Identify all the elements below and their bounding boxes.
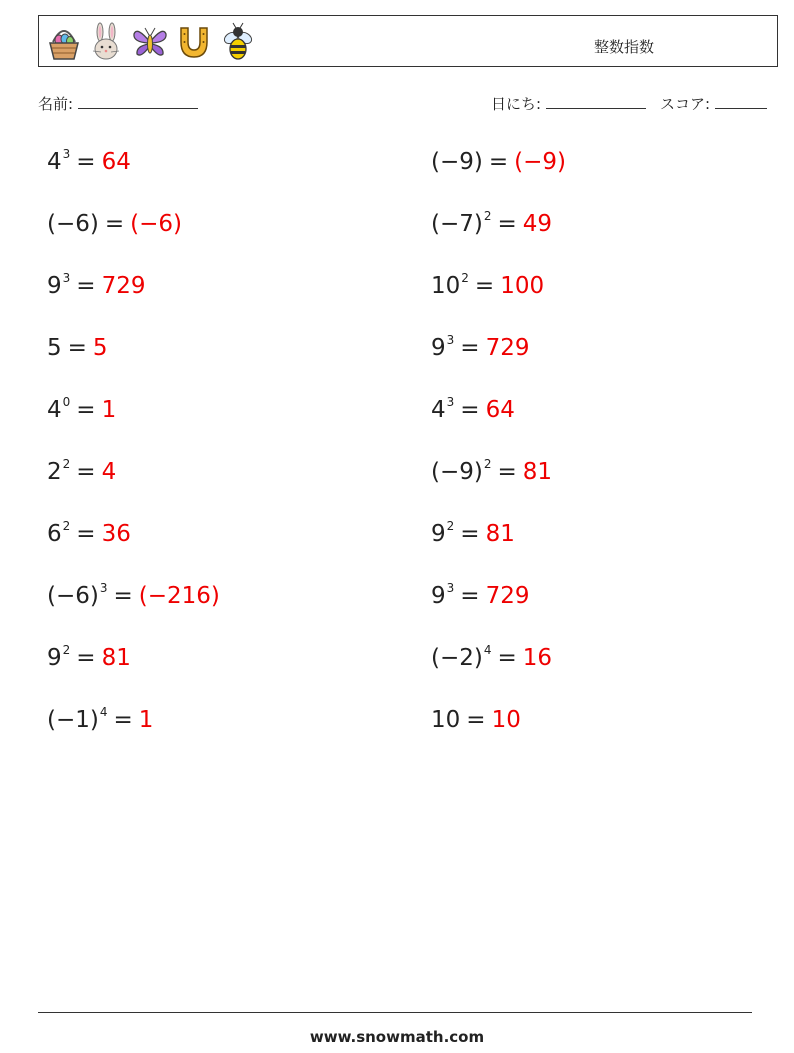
equals-sign: =	[76, 273, 96, 299]
problem-base: 2	[47, 459, 62, 485]
problem-row	[431, 458, 552, 489]
problem-exponent: 2	[461, 271, 469, 285]
problem-row	[47, 458, 116, 489]
easter-basket-icon	[45, 22, 83, 62]
equals-sign: =	[104, 211, 125, 237]
problem-row	[47, 334, 108, 362]
problem-base: 9	[47, 273, 62, 299]
problem-exponent: 2	[483, 209, 492, 223]
problem-row	[431, 334, 529, 365]
equals-sign: =	[497, 459, 517, 485]
problem-row	[47, 582, 220, 613]
problem-exponent: 2	[483, 457, 492, 471]
problem-answer: 1	[138, 707, 154, 733]
problem-base: (−6)	[47, 583, 99, 609]
problem-row	[431, 520, 515, 551]
problem-exponent: 2	[446, 519, 455, 533]
problem-base: 6	[47, 521, 62, 547]
problem-base: (−9)	[431, 149, 483, 175]
problem-exponent: 4	[99, 705, 108, 719]
equals-sign: =	[460, 521, 480, 547]
problem-answer: 10	[491, 707, 521, 733]
problem-row	[431, 148, 566, 176]
problem-base: (−6)	[47, 211, 99, 237]
problem-answer: 81	[522, 459, 553, 485]
problem-answer: (−6)	[130, 211, 182, 237]
problem-row	[47, 520, 131, 551]
equals-sign: =	[113, 583, 133, 609]
bunny-icon	[87, 22, 125, 62]
worksheet-header	[38, 15, 778, 67]
problem-exponent: 3	[446, 395, 455, 409]
date-blank[interactable]	[546, 94, 646, 109]
name-field	[38, 93, 198, 114]
equals-sign: =	[488, 149, 509, 175]
problem-row	[431, 210, 552, 241]
problem-answer: 1	[101, 397, 117, 423]
bee-icon	[219, 22, 257, 62]
problem-base: (−9)	[431, 459, 483, 485]
equals-sign: =	[67, 335, 87, 361]
problem-base: 9	[431, 521, 446, 547]
equals-sign: =	[76, 149, 96, 175]
equals-sign: =	[76, 459, 96, 485]
problem-answer: 729	[101, 273, 146, 299]
problem-base: (−1)	[47, 707, 99, 733]
problem-row	[431, 396, 515, 427]
problem-base: (−2)	[431, 645, 483, 671]
equals-sign: =	[113, 707, 133, 733]
name-label: 名前:	[38, 95, 74, 113]
problem-base: 4	[47, 397, 62, 423]
equals-sign: =	[497, 645, 517, 671]
equals-sign: =	[76, 397, 96, 423]
problem-row	[431, 272, 544, 303]
problem-base: 4	[47, 149, 62, 175]
problem-answer: 64	[485, 397, 515, 423]
problem-base: 5	[47, 335, 62, 361]
equals-sign: =	[460, 583, 480, 609]
problem-exponent: 0	[62, 395, 71, 409]
problem-exponent: 2	[62, 643, 71, 657]
problem-base: 9	[431, 335, 446, 361]
score-blank[interactable]	[715, 94, 767, 109]
problem-exponent: 3	[446, 581, 455, 595]
problem-row	[431, 644, 552, 675]
problem-answer: 81	[485, 521, 515, 547]
problem-exponent: 4	[483, 643, 492, 657]
footer-divider	[38, 1012, 752, 1013]
problem-exponent: 2	[62, 457, 71, 471]
problem-row	[47, 148, 131, 179]
problem-exponent: 3	[62, 147, 71, 161]
equals-sign: =	[460, 335, 480, 361]
score-label: スコア:	[660, 95, 711, 113]
footer-website: www.snowmath.com	[309, 1028, 485, 1046]
problem-row	[47, 396, 116, 427]
problem-answer: (−9)	[514, 149, 566, 175]
problem-exponent: 3	[99, 581, 108, 595]
problem-exponent: 3	[62, 271, 71, 285]
problem-base: (−7)	[431, 211, 483, 237]
problem-base: 10	[431, 273, 461, 299]
problem-exponent: 2	[62, 519, 71, 533]
equals-sign: =	[460, 397, 480, 423]
problem-answer: 4	[101, 459, 117, 485]
problem-base: 9	[47, 645, 62, 671]
equals-sign: =	[76, 645, 96, 671]
problem-exponent: 3	[446, 333, 455, 347]
equals-sign: =	[474, 273, 495, 299]
problem-row	[431, 582, 529, 613]
problem-answer: 729	[485, 335, 530, 361]
equals-sign: =	[76, 521, 96, 547]
butterfly-icon	[131, 22, 169, 62]
problem-answer: 64	[101, 149, 131, 175]
problem-answer: 100	[500, 273, 545, 299]
name-blank[interactable]	[78, 94, 198, 109]
problem-row	[47, 706, 153, 737]
problem-base: 10	[431, 707, 461, 733]
problem-answer: 729	[485, 583, 530, 609]
date-label: 日にち:	[491, 95, 542, 113]
worksheet-title: 整数指数	[594, 38, 655, 56]
problem-answer: (−216)	[138, 583, 220, 609]
date-field	[491, 93, 646, 114]
problem-base: 4	[431, 397, 446, 423]
problem-row	[431, 706, 521, 734]
problem-answer: 49	[522, 211, 553, 237]
problem-row	[47, 210, 182, 238]
problem-answer: 5	[92, 335, 108, 361]
problem-base: 9	[431, 583, 446, 609]
problem-answer: 81	[101, 645, 131, 671]
equals-sign: =	[466, 707, 486, 733]
score-field	[660, 93, 767, 114]
problem-answer: 16	[522, 645, 553, 671]
equals-sign: =	[497, 211, 517, 237]
horseshoe-icon	[175, 22, 213, 62]
problem-row	[47, 644, 131, 675]
problem-row	[47, 272, 145, 303]
problem-answer: 36	[101, 521, 131, 547]
